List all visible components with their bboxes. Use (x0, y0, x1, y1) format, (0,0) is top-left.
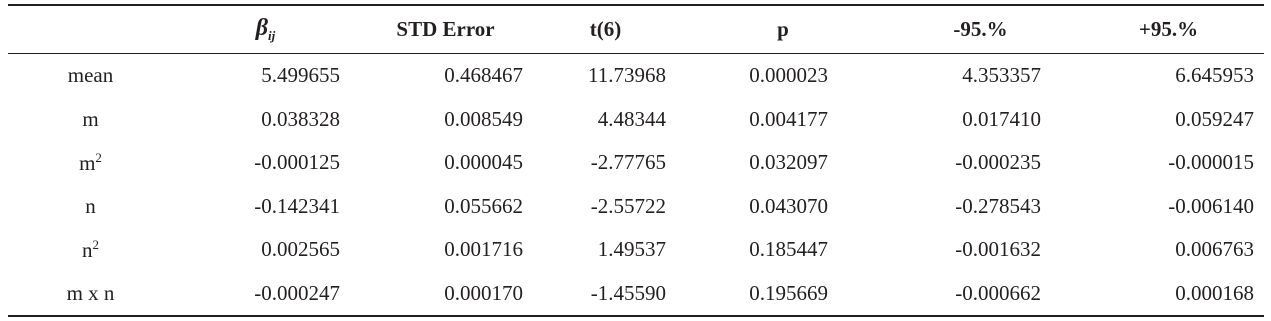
row-label-text: n (82, 237, 93, 262)
row-label-text: m x n (66, 280, 115, 305)
cell-lower-ci: -0.001632 (955, 237, 1041, 262)
cell-std-error: 0.000170 (444, 280, 523, 305)
row-label (8, 185, 173, 229)
cell-std-error: 0.008549 (444, 106, 523, 131)
row-label (8, 98, 173, 142)
header-lower-ci: -95.% (953, 17, 1008, 41)
row-label-exponent: 2 (92, 236, 99, 252)
cell-upper-ci: -0.006140 (1168, 193, 1254, 218)
header-t-stat: t(6) (589, 17, 622, 41)
row-label (8, 228, 173, 272)
cell-lower-ci: 0.017410 (962, 106, 1041, 131)
cell-p-value: 0.004177 (749, 106, 828, 131)
cell-std-error: 0.000045 (444, 150, 523, 175)
cell-p-value: 0.043070 (749, 193, 828, 218)
row-label-text: m (79, 150, 96, 175)
cell-p-value: 0.195669 (749, 280, 828, 305)
cell-std-error: 0.468467 (444, 63, 523, 88)
cell-beta: 0.002565 (261, 237, 340, 262)
cell-lower-ci: -0.278543 (955, 193, 1041, 218)
table-body (8, 54, 1264, 317)
beta-subscript: ij (268, 28, 276, 43)
table-row (8, 98, 1264, 142)
header-std-error: STD Error (396, 17, 495, 41)
table-row (8, 54, 1264, 98)
row-label-text: mean (67, 63, 114, 88)
row-label (8, 272, 173, 317)
row-label-exponent: 2 (95, 149, 102, 165)
regression-coefficients-table (8, 4, 1264, 317)
cell-upper-ci: -0.000015 (1168, 150, 1254, 175)
row-label (8, 141, 173, 185)
cell-t-stat: 11.73968 (588, 63, 666, 88)
header-row (8, 5, 1264, 54)
table-row (8, 228, 1264, 272)
cell-beta: 0.038328 (261, 106, 340, 131)
cell-upper-ci: 0.000168 (1175, 280, 1254, 305)
cell-t-stat: 1.49537 (597, 237, 666, 262)
cell-t-stat: -2.77765 (590, 150, 666, 175)
table-row (8, 272, 1264, 317)
cell-upper-ci: 6.645953 (1175, 63, 1254, 88)
cell-beta: -0.000125 (254, 150, 340, 175)
cell-lower-ci: -0.000662 (955, 280, 1041, 305)
table-row (8, 185, 1264, 229)
cell-std-error: 0.055662 (444, 193, 523, 218)
cell-upper-ci: 0.006763 (1175, 237, 1254, 262)
cell-t-stat: -1.45590 (590, 280, 666, 305)
table-header (8, 5, 1264, 54)
header-upper-ci: +95.% (1138, 17, 1199, 41)
cell-t-stat: -2.55722 (590, 193, 666, 218)
cell-beta: -0.000247 (254, 280, 340, 305)
row-label-text: m (82, 106, 99, 131)
cell-lower-ci: -0.000235 (955, 150, 1041, 175)
header-p-value: p (777, 17, 789, 41)
cell-beta: -0.142341 (254, 193, 340, 218)
header-beta (173, 5, 358, 54)
regression-coefficients-table-container (8, 4, 1264, 317)
row-label-text: n (85, 193, 96, 218)
cell-p-value: 0.000023 (749, 63, 828, 88)
cell-beta: 5.499655 (261, 63, 340, 88)
cell-p-value: 0.185447 (749, 237, 828, 262)
cell-upper-ci: 0.059247 (1175, 106, 1254, 131)
table-row (8, 141, 1264, 185)
row-label (8, 54, 173, 98)
beta-symbol: β (255, 15, 269, 41)
cell-std-error: 0.001716 (444, 237, 523, 262)
cell-lower-ci: 4.353357 (962, 63, 1041, 88)
cell-t-stat: 4.48344 (597, 106, 666, 131)
header-empty-cell (8, 5, 173, 54)
cell-p-value: 0.032097 (749, 150, 828, 175)
